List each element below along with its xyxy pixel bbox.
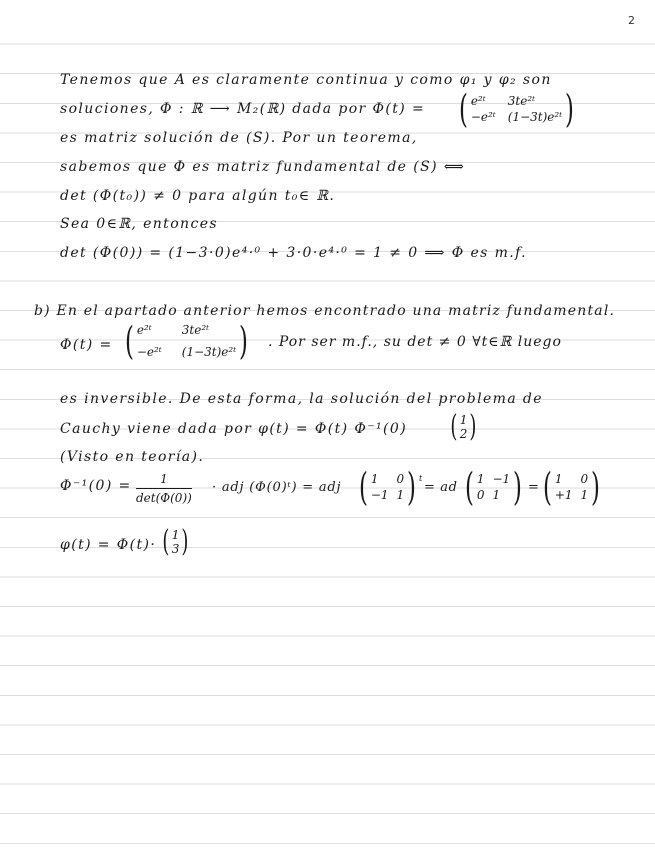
inverse-num: 1 (160, 472, 168, 486)
part-b-line-3: es inversible. De esta forma, la solución del problema de (60, 391, 543, 407)
cauchy-initial-vector: ( 1 2 ) (450, 409, 477, 444)
final-v-1: 1 (171, 528, 180, 542)
part-a-line-7: det (Φ(0)) = (1−3·0)e⁴·⁰ + 3·0·e⁴·⁰ = 1 ≠ 0 ⟹ Φ es m.f. (60, 245, 528, 261)
adj-eq-2: = ad (424, 480, 458, 495)
cauchy-v-2: 2 (459, 427, 468, 441)
part-b-line-1: b) En el apartado anterior hemos encontrado una matriz fundamental. (34, 303, 616, 319)
phi-b-22: (1−3t)e²ᵗ (181, 345, 237, 359)
phi-b-11: e²ᵗ (136, 323, 152, 337)
final-v-2: 3 (171, 542, 180, 556)
transpose-sup: t (419, 474, 423, 483)
inverse-mid: · adj (Φ(0)ᵗ) = adj (212, 480, 342, 495)
phi-matrix-b: ( e²ᵗ 3te²ᵗ −e²ᵗ (1−3t)e²ᵗ ) (124, 319, 249, 363)
part-a-line-4: sabemos que Φ es matriz fundamental de (S) ⟺ (60, 159, 466, 175)
adj-matrix-2: ( 1 −1 0 1 ) (464, 465, 523, 509)
final-prefix: φ(t) = Φ(t)· (60, 537, 157, 553)
part-a-line-5: det (Φ(t₀)) ≠ 0 para algún t₀∈ ℝ. (60, 188, 336, 204)
inverse-den: det(Φ(0)) (136, 491, 192, 505)
part-b-line-5: (Visto en teoría). (60, 449, 205, 465)
adj-matrix-1: ( 1 0 −1 1 ) $^t$ (358, 465, 423, 509)
phi-b-21: −e²ᵗ (136, 345, 162, 359)
part-a-line-2: soluciones, Φ : ℝ ⟶ M₂(ℝ) dada por Φ(t) = (60, 101, 426, 117)
part-b-line-4: Cauchy viene dada por φ(t) = Φ(t) Φ⁻¹(0) (60, 421, 408, 437)
phi-b-12: 3te²ᵗ (181, 323, 210, 337)
part-a-line-1: Tenemos que A es claramente continua y como φ₁ y φ₂ son (60, 72, 552, 88)
adj-eq-3: = (528, 480, 541, 495)
part-a-line-3: es matriz solución de (S). Por un teorema, (60, 130, 418, 146)
inverse-prefix: Φ⁻¹(0) = (60, 478, 132, 494)
inverse-fraction (136, 472, 192, 505)
page-number: 2 (628, 14, 635, 27)
phi-matrix-a: ( e²ᵗ 3te²ᵗ −e²ᵗ (1−3t)e²ᵗ ) (458, 87, 575, 131)
part-a-line-6: Sea 0∈ℝ, entonces (60, 216, 218, 232)
part-b-line-2-suffix: . Por ser m.f., su det ≠ 0 ∀t∈ℝ luego (268, 334, 562, 350)
part-b-phi-prefix: Φ(t) = (60, 337, 113, 353)
phi-a-11: e²ᵗ (470, 94, 486, 108)
adj-matrix-3: ( 1 0 +1 1 ) (542, 465, 601, 509)
phi-a-21: −e²ᵗ (470, 110, 496, 124)
cauchy-v-1: 1 (459, 413, 468, 427)
final-vector: ( 1 3 ) (162, 524, 189, 559)
phi-a-22: (1−3t)e²ᵗ (507, 110, 563, 124)
phi-a-12: 3te²ᵗ (507, 94, 536, 108)
